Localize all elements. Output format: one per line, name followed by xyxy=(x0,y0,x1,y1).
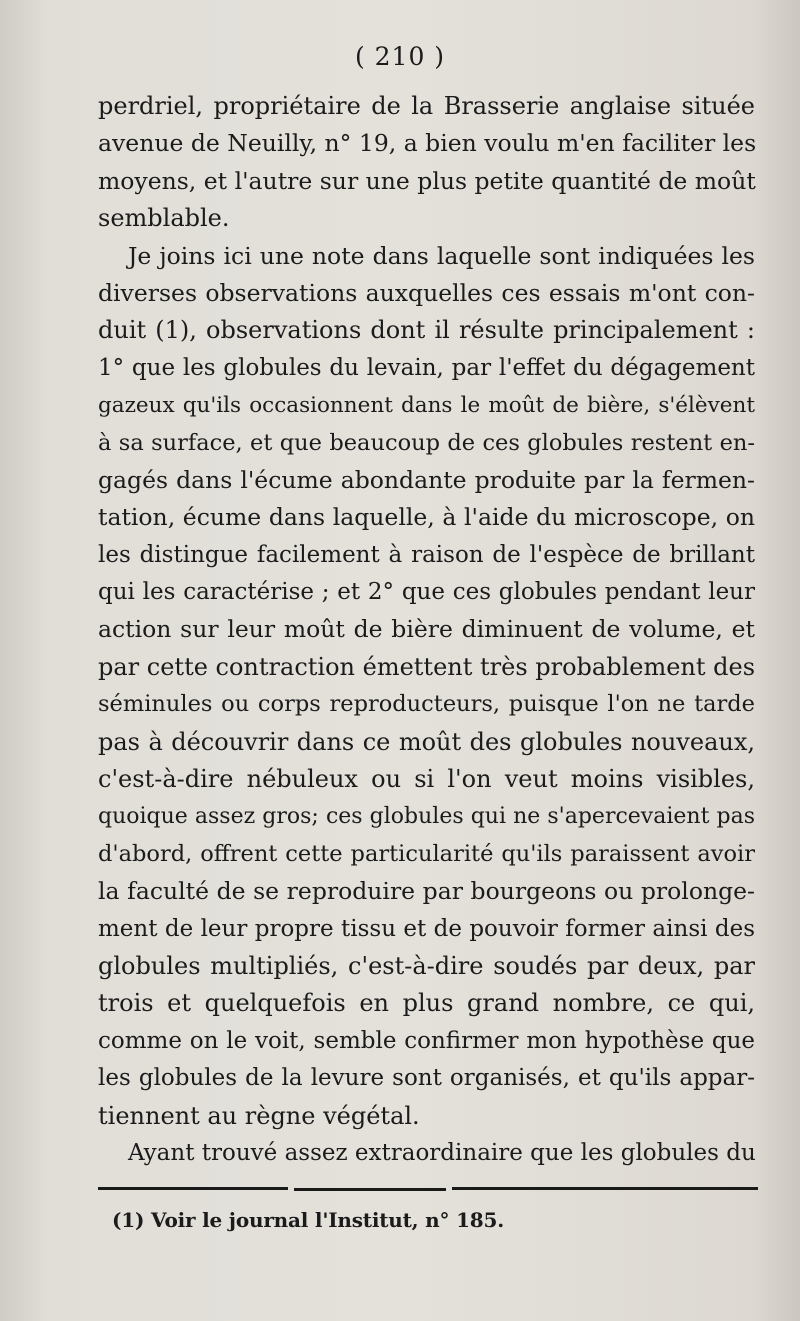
text-line: Je joins ici une note dans laquelle sont indiquées les xyxy=(128,241,755,270)
text-line: tiennent au règne végétal. xyxy=(98,1101,420,1130)
text-line: moyens, et l'autre sur une plus petite quantité de moût xyxy=(98,166,756,195)
text-line: globules multipliés, c'est-à-dire soudés par deux, par xyxy=(98,951,755,980)
text-line: séminules ou corps reproducteurs, puisque l'on ne tarde xyxy=(98,691,755,718)
text-line: perdriel, propriétaire de la Brasserie anglaise située xyxy=(98,92,755,120)
page-number: ( 210 ) xyxy=(354,42,446,71)
paragraph-3 xyxy=(98,1135,755,1172)
separator-rule xyxy=(452,1187,758,1190)
text-line: les distingue facilement à raison de l'espèce de brillant xyxy=(98,541,755,568)
text-line: action sur leur moût de bière diminuent de volume, et xyxy=(98,615,755,644)
text-line: tation, écume dans laquelle, à l'aide du microscope, on xyxy=(98,503,755,532)
text-line: duit (1), observations dont il résulte principalement : xyxy=(98,316,755,345)
text-line: par cette contraction émettent très probablement des xyxy=(98,652,756,681)
text-line: c'est-à-dire nébuleux ou si l'on veut moins visibles, xyxy=(98,765,755,794)
text-line: les globules de la levure sont organisés, et qu'ils appar- xyxy=(98,1065,755,1092)
footnote-separator xyxy=(98,1187,758,1193)
text-line: gagés dans l'écume abondante produite par la fermen- xyxy=(98,465,755,494)
text-line: à sa surface, et que beaucoup de ces globules restent en- xyxy=(98,429,755,456)
text-line: semblable. xyxy=(98,204,230,233)
text-line: diverses observations auxquelles ces essais m'ont con- xyxy=(98,278,755,307)
text-line: ment de leur propre tissu et de pouvoir former ainsi des xyxy=(98,915,755,942)
text-line: avenue de Neuilly, n° 19, a bien voulu m'en faciliter les xyxy=(98,129,757,158)
body-text xyxy=(98,88,755,1172)
separator-rule xyxy=(294,1188,446,1191)
text-line: trois et quelquefois en plus grand nombre, ce qui, xyxy=(98,989,755,1018)
footnote: (1) Voir le journal l'Institut, n° 185. xyxy=(112,1208,504,1232)
text-line: la faculté de se reproduire par bourgeons ou prolonge- xyxy=(98,877,755,906)
text-line: gazeux qu'ils occasionnent dans le moût de bière, s'élèvent xyxy=(98,393,755,419)
separator-rule xyxy=(98,1187,288,1190)
text-line: d'abord, offrent cette particularité qu'ils paraissent avoir xyxy=(98,840,755,867)
text-line: pas à découvrir dans ce moût des globules nouveaux, xyxy=(98,727,755,756)
text-line: Ayant trouvé assez extraordinaire que les globules du xyxy=(128,1139,756,1166)
text-line: 1° que les globules du levain, par l'effet du dégagement xyxy=(98,354,755,381)
text-line: quoique assez gros; ces globules qui ne s'apercevaient pas xyxy=(98,804,755,830)
text-line: comme on le voit, semble confirmer mon hypothèse que xyxy=(98,1027,755,1054)
paragraph-1 xyxy=(98,88,755,238)
paragraph-2 xyxy=(98,238,755,1135)
text-line: qui les caractérise ; et 2° que ces globules pendant leur xyxy=(98,579,755,606)
